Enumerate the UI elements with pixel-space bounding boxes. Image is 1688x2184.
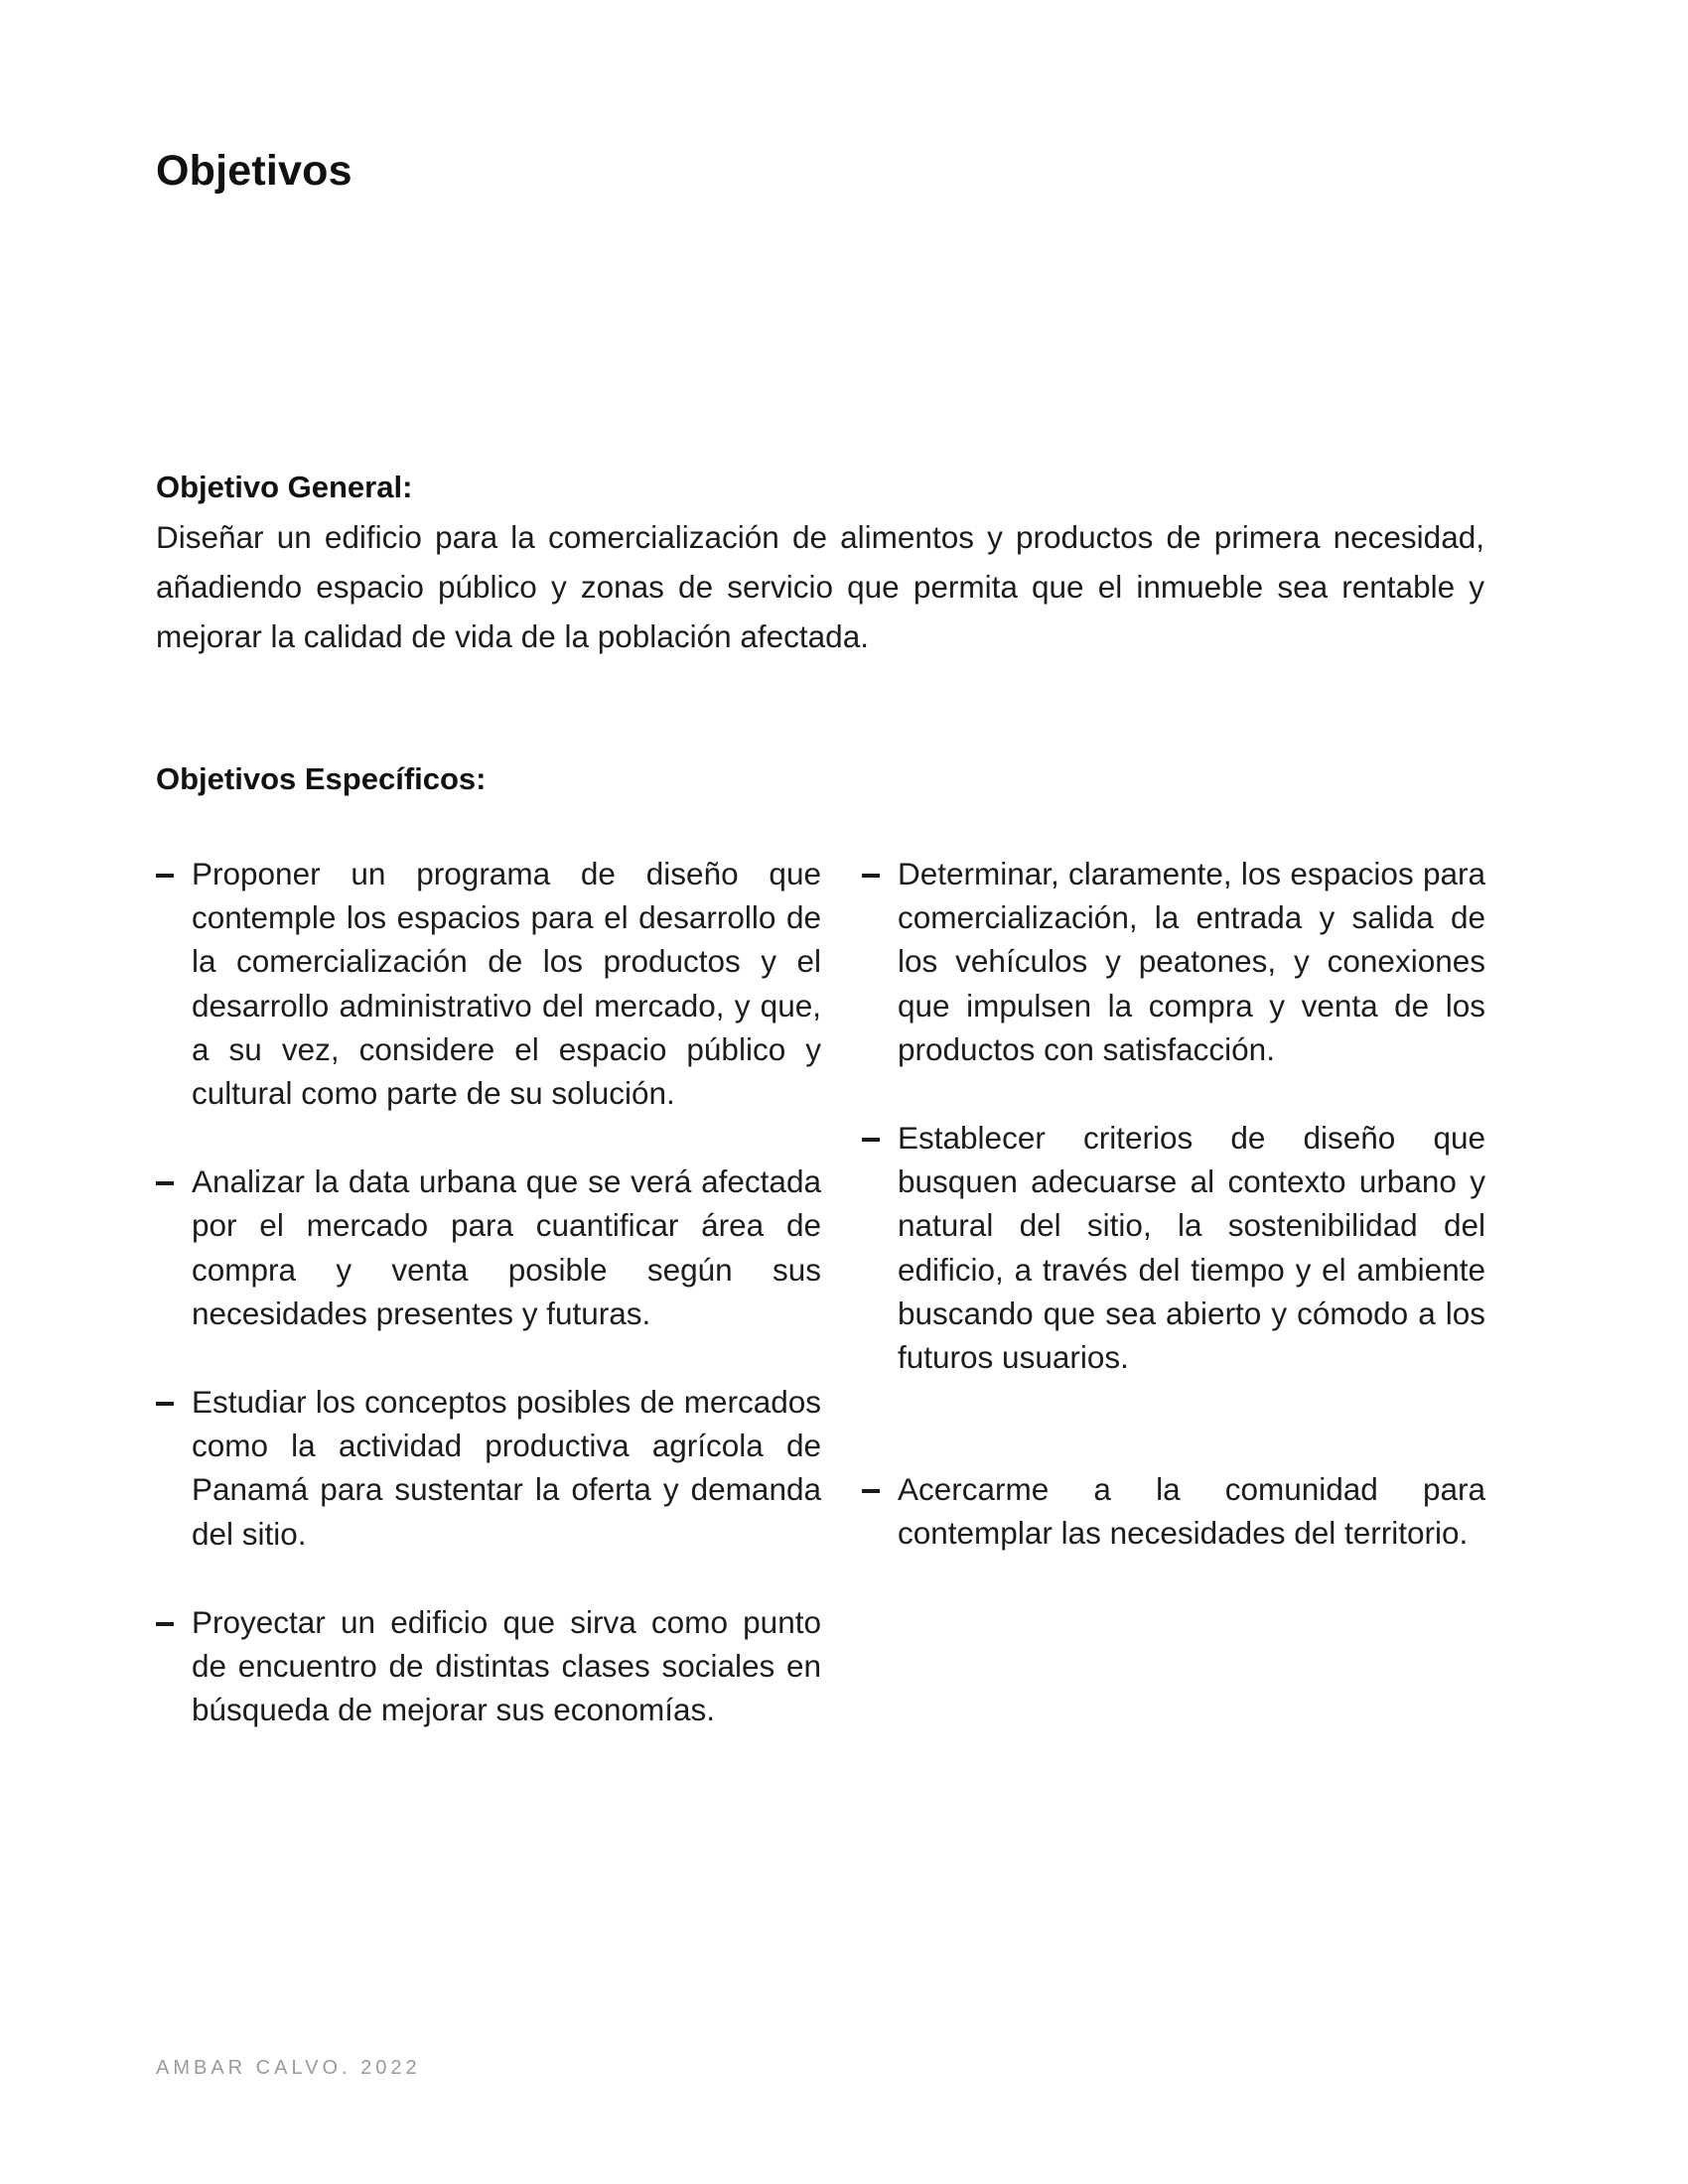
specific-objective-item xyxy=(862,852,1485,1071)
dash-bullet-icon xyxy=(156,874,174,878)
dash-bullet-icon xyxy=(156,1402,174,1406)
specific-objective-item xyxy=(862,1467,1485,1555)
specific-objectives-heading: Objetivos Específicos: xyxy=(156,761,487,796)
dash-bullet-icon xyxy=(862,1138,880,1142)
specific-objectives-right-column xyxy=(862,852,1485,1556)
dash-bullet-icon xyxy=(156,1622,174,1626)
specific-objective-text: Determinar, claramente, los espacios para comercialización, la entrada y salida de los vehículos y peatones, y conexiones que impulsen la compra y venta de los productos con satisfacción. xyxy=(898,856,1485,1067)
specific-objective-text: Analizar la data urbana que se verá afectada por el mercado para cuantificar área de compra y venta posible según sus necesidades presentes y futuras. xyxy=(192,1163,821,1331)
general-objective-heading: Objetivo General: xyxy=(156,470,413,504)
dash-bullet-icon xyxy=(862,1489,880,1493)
specific-objective-item xyxy=(156,1160,821,1335)
general-objective-section xyxy=(156,463,1484,661)
specific-objective-text: Proponer un programa de diseño que contemple los espacios para el desarrollo de la comercialización de los productos y el desarrollo administrativo del mercado, y que, a su vez, considere el espacio público y cultural como parte de su solución. xyxy=(192,856,821,1112)
dash-bullet-icon xyxy=(862,874,880,878)
page-title: Objetivos xyxy=(156,147,352,195)
footer-author: AMBAR CALVO. 2022 xyxy=(156,2057,421,2079)
specific-objective-text: Establecer criterios de diseño que busquen adecuarse al contexto urbano y natural del sitio, la sostenibilidad del edificio, a través del tiempo y el ambiente buscando que sea abierto y cómodo a los futuros usuarios. xyxy=(898,1120,1485,1376)
specific-objective-item xyxy=(862,1116,1485,1379)
specific-objective-item xyxy=(156,1380,821,1556)
general-objective-text: Diseñar un edificio para la comercialización de alimentos y productos de primera necesidad, añadiendo espacio público y zonas de servicio que permita que el inmueble sea rentable y mejorar la calidad de vida de la población afectada. xyxy=(156,519,1484,654)
specific-objectives-left-column xyxy=(156,852,821,1731)
specific-objective-text: Estudiar los conceptos posibles de mercados como la actividad productiva agrícola de Panamá para sustentar la oferta y demanda del sitio. xyxy=(192,1384,821,1552)
dash-bullet-icon xyxy=(156,1181,174,1185)
specific-objective-item xyxy=(156,852,821,1115)
specific-objective-item xyxy=(156,1600,821,1732)
specific-objective-text: Proyectar un edificio que sirva como punto de encuentro de distintas clases sociales en búsqueda de mejorar sus economías. xyxy=(192,1603,821,1728)
specific-objective-text: Acercarme a la comunidad para contemplar las necesidades del territorio. xyxy=(898,1471,1485,1552)
